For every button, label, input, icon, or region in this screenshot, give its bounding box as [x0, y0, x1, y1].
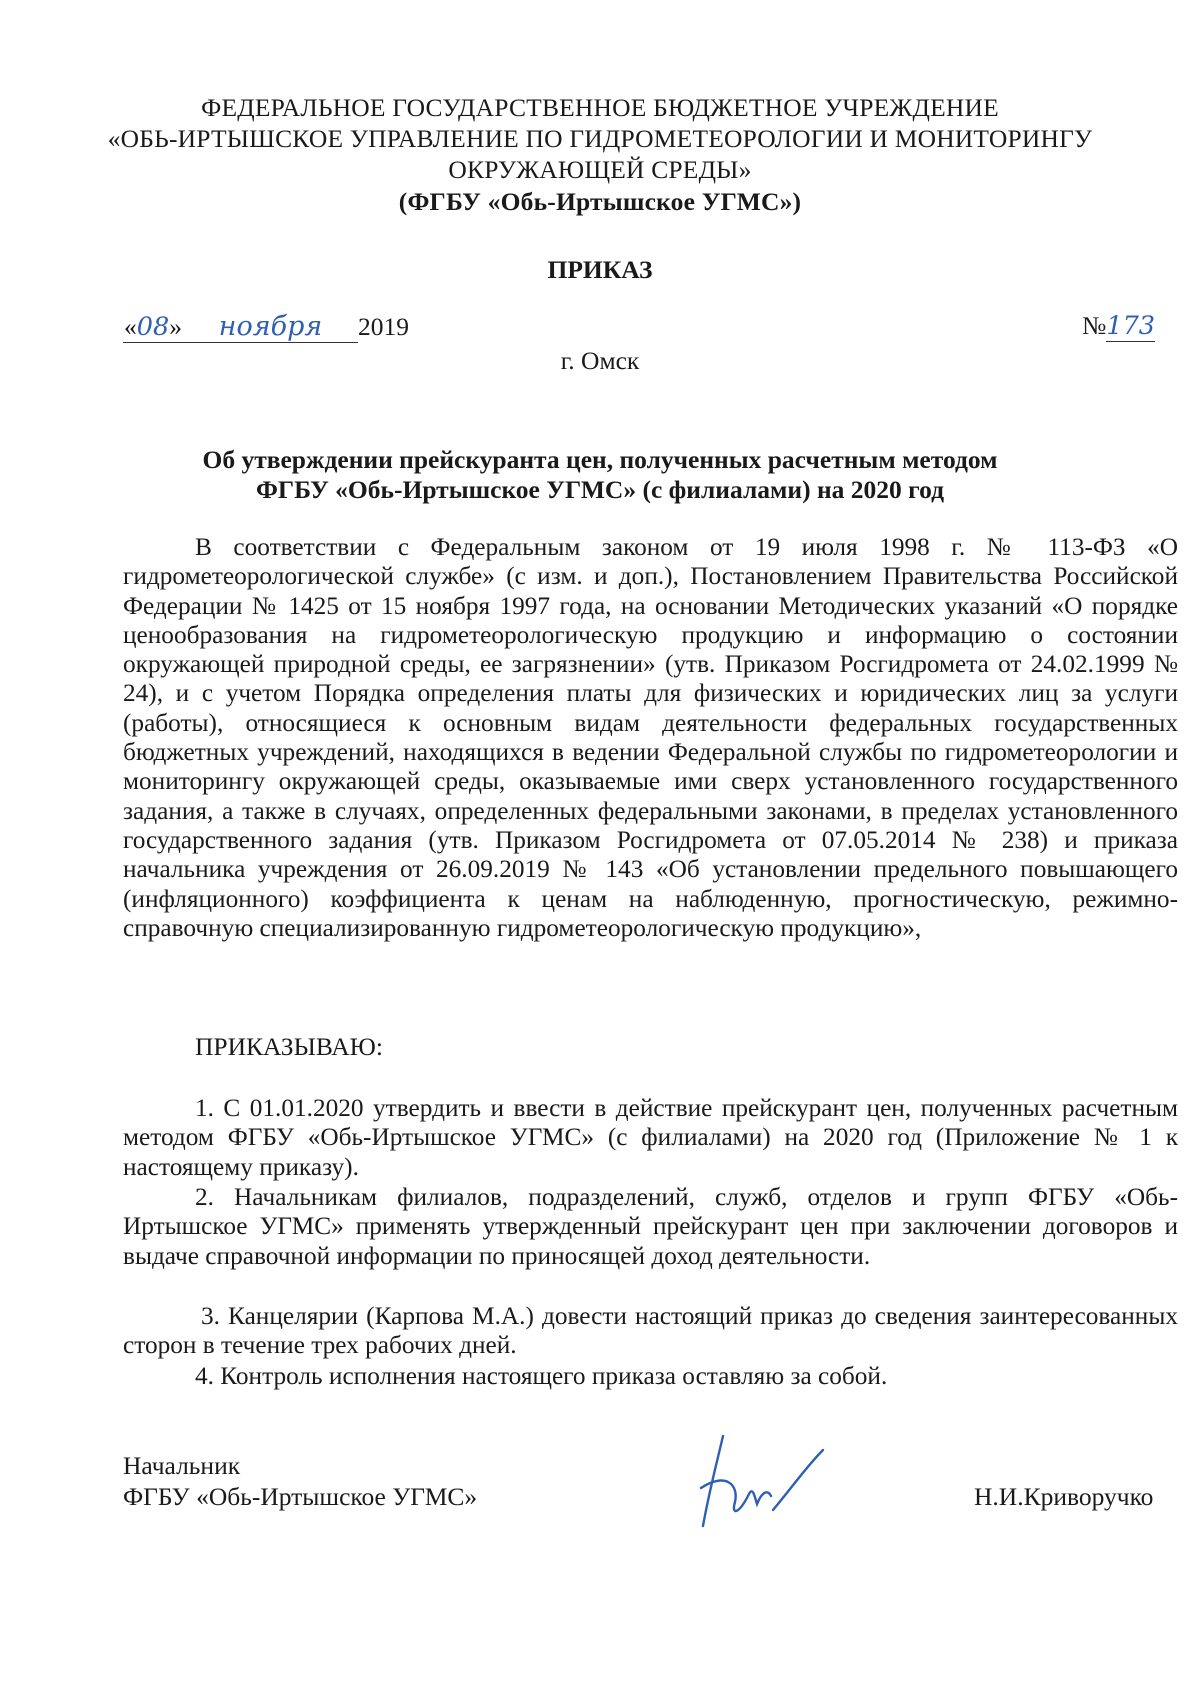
org-name-line-1: ФЕДЕРАЛЬНОЕ ГОСУДАРСТВЕННОЕ БЮДЖЕТНОЕ УЧРЕЖДЕНИЕ	[201, 93, 999, 122]
signatory-position-line-2: ФГБУ «Обь-Иртышское УГМС»	[123, 1482, 478, 1511]
subject-line-1: Об утверждении прейскуранта цен, полученных расчетным методом	[202, 445, 998, 474]
order-date	[123, 311, 409, 343]
order-item-4: 4. Контроль исполнения настоящего приказа оставляю за собой.	[195, 1362, 888, 1390]
date-day-field: «08»	[124, 312, 182, 342]
signatory-position-line-1: Начальник	[123, 1451, 241, 1480]
date-month-field	[183, 311, 358, 343]
order-word: ПРИКАЗЫВАЮ:	[195, 1032, 383, 1061]
org-short-name: (ФГБУ «Обь-Иртышское УГМС»)	[398, 187, 802, 216]
order-city: г. Омск	[560, 346, 640, 375]
order-title: ПРИКАЗ	[547, 255, 653, 284]
preamble-paragraph: В соответствии с Федеральным законом от 19 июля 1998 г. № 113-ФЗ «О гидрометеорологической службе» (с изм. и доп.), Постановлением Правительства Российской Федерации № 1425 от 15 ноября 1997 года, на основании Методических указаний «О порядке ценообразования на гидрометеорологическую продукцию и информацию о состоянии окружающей природной среды, ее загрязнении» (утв. Приказом Росгидромета от 24.02.1999 № 24), и с учетом Порядка определения платы для физических и юридических лиц за услуги (работы), относящиеся к основным видам деятельности федеральных государственных бюджетных учреждений, находящихся в ведении Федеральной службы по гидрометеорологии и мониторингу окружающей среды, оказываемые ими сверх установленного государственного задания, а также в случаях, определенных федеральными законами, в пределах установленного государственного задания (утв. Приказом Росгидромета от 07.05.2014 № 238) и приказа начальника учреждения от 26.09.2019 № 143 «Об установлении предельного повышающего (инфляционного) коэффициента к ценам на наблюденную, прогностическую, режимно-справочную специализированную гидрометеорологическую продукцию»,	[123, 533, 1178, 942]
date-day-handwritten: 08	[136, 312, 170, 342]
date-month-handwritten: ноября	[218, 311, 323, 342]
signatory-name: Н.И.Криворучко	[974, 1482, 1154, 1511]
org-name-line-3: ОКРУЖАЮЩЕЙ СРЕДЫ»	[448, 155, 752, 184]
date-year: 2019	[357, 312, 409, 341]
subject-line-2: ФГБУ «Обь-Иртышское УГМС» (с филиалами) на 2020 год	[256, 475, 944, 504]
org-name-line-2: «ОБЬ-ИРТЫШСКОЕ УПРАВЛЕНИЕ ПО ГИДРОМЕТЕОРОЛОГИИ И МОНИТОРИНГУ	[107, 124, 1093, 153]
order-number-handwritten: 173	[1106, 311, 1156, 341]
order-item-3: 3. Канцелярии (Карпова М.А.) довести настоящий приказ до сведения заинтересованных сторон в течение трех рабочих дней.	[123, 1302, 1178, 1360]
order-item-2: 2. Начальникам филиалов, подразделений, служб, отделов и групп ФГБУ «Обь-Иртышское УГМС» применять утвержденный прейскурант цен при заключении договоров и выдаче справочной информации по приносящей доход деятельности.	[123, 1183, 1178, 1270]
order-number: №173	[1082, 311, 1156, 341]
order-number-field	[1106, 311, 1155, 342]
handwritten-signature	[695, 1432, 835, 1532]
order-item-1: 1. С 01.01.2020 утвердить и ввести в действие прейскурант цен, полученных расчетным методом ФГБУ «Обь-Иртышское УГМС» (с филиалами) на 2020 год (Приложение № 1 к настоящему приказу).	[123, 1094, 1178, 1181]
